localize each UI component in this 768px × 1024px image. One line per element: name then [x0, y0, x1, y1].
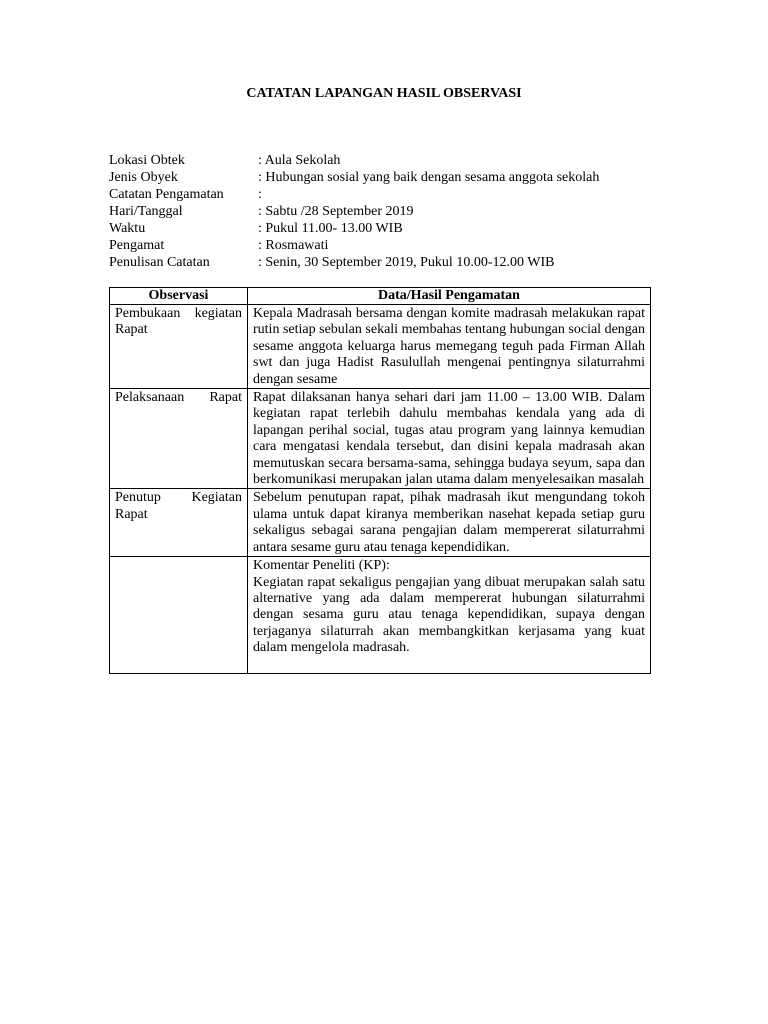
hasil-cell: Kepala Madrasah bersama dengan komite madrasah melakukan rapat rutin setiap sebulan sekali membahas tentang hubungan social dengan sesame anggota keluarga harus memegang teguh pada Firman Allah swt dan juga Hadist Rasulullah mengenai pentingnya silaturrahmi dengan sesame: [248, 305, 651, 389]
meta-label: Hari/Tanggal: [109, 204, 183, 219]
meta-value: : Sabtu /28 September 2019: [258, 204, 414, 219]
meta-value: : Pukul 11.00- 13.00 WIB: [258, 221, 403, 236]
meta-label: Pengamat: [109, 238, 165, 253]
comment-text: Kegiatan rapat sekaligus pengajian yang dibuat merupakan salah satu alternative yang ada dalam mempererat hubungan silaturrahmi dengan sesama guru atau tenaga kependidikan, supaya dengan terjaganya silaturrah akan membangkitkan kerjasama yang kuat dalam mengelola madrasah.: [253, 574, 645, 656]
page-title: CATATAN LAPANGAN HASIL OBSERVASI: [246, 86, 522, 101]
meta-value: :: [258, 187, 262, 202]
observasi-cell: [110, 489, 248, 557]
observation-table: [109, 287, 651, 674]
comment-cell: [248, 557, 651, 674]
observasi-cell: [110, 389, 248, 489]
observasi-cell: [110, 305, 248, 389]
table-row-comment: [110, 557, 651, 674]
meta-row-pengamat: [109, 237, 599, 254]
observasi-text: Pembukaan kegiatan: [115, 306, 242, 321]
meta-label: Lokasi Obtek: [109, 153, 185, 168]
meta-row-lokasi: [109, 152, 599, 169]
observation-meta: [109, 152, 599, 271]
meta-label: Penulisan Catatan: [109, 255, 210, 270]
column-header-observasi: Observasi: [110, 288, 248, 305]
observasi-text: Penutup Kegiatan: [115, 490, 242, 506]
table-row: [110, 305, 651, 389]
comment-heading: Komentar Peneliti (KP):: [253, 558, 390, 574]
meta-label: Waktu: [109, 221, 146, 236]
table-row: [110, 489, 651, 557]
observasi-text: Rapat: [115, 506, 148, 522]
observasi-text: Rapat: [115, 322, 148, 338]
table-header-row: [110, 288, 651, 305]
empty-cell: [110, 557, 248, 674]
meta-value: : Hubungan sosial yang baik dengan sesama anggota sekolah: [258, 170, 600, 185]
meta-value: : Aula Sekolah: [258, 153, 341, 168]
meta-label: Catatan Pengamatan: [109, 187, 224, 202]
hasil-cell: Rapat dilaksanan hanya sehari dari jam 11.00 – 13.00 WIB. Dalam kegiatan rapat terlebih dahulu membahas kendala yang ada di lapangan perihal social, tugas atau program yang lainnya kemudian cara mengatasi kendala tersebut, dan disini kepala madrasah akan memutuskan secara bersama-sama, sehingga budaya seyum, sapa dan berkomunikasi merupakan jalan utama dalam menyelesaikan masalah: [248, 389, 651, 489]
meta-row-catatan: [109, 186, 599, 203]
meta-label: Jenis Obyek: [109, 170, 178, 185]
meta-row-jenis: [109, 169, 599, 186]
column-header-hasil: Data/Hasil Pengamatan: [248, 288, 651, 305]
table-row: [110, 389, 651, 489]
hasil-cell: Sebelum penutupan rapat, pihak madrasah ikut mengundang tokoh ulama untuk dapat kiranya memberikan nasehat kepada setiap guru sekaligus sebagai sarana pengajian dalam mempererat silaturrahmi antara sesame guru atau tenaga kependidikan.: [248, 489, 651, 557]
meta-row-waktu: [109, 220, 599, 237]
meta-value: : Senin, 30 September 2019, Pukul 10.00-12.00 WIB: [258, 255, 555, 270]
observasi-text: Pelaksanaan Rapat: [115, 390, 242, 406]
meta-row-tanggal: [109, 203, 599, 220]
meta-row-penulisan: [109, 254, 599, 271]
meta-value: : Rosmawati: [258, 238, 329, 253]
